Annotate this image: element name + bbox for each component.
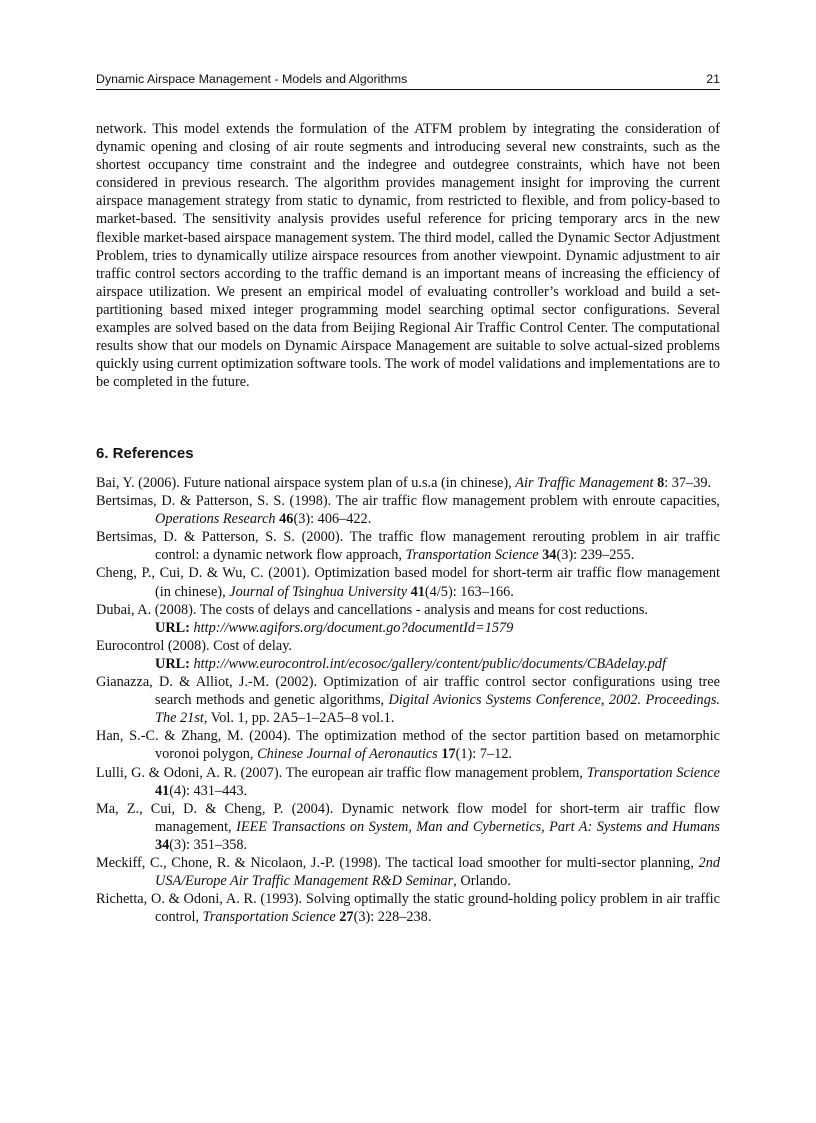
- ref-volume: 34: [542, 547, 557, 564]
- reference-item: [96, 637, 720, 673]
- ref-text: Meckiff, C., Chone, R. & Nicolaon, J.-P. (1998). The tactical load smoother for multi-sector planning,: [96, 854, 699, 871]
- ref-source: Operations Research: [155, 511, 276, 528]
- ref-volume: 34: [155, 836, 170, 853]
- ref-pages: (3): 228–238.: [353, 909, 432, 926]
- ref-volume: 8: [657, 475, 665, 491]
- running-header: [96, 71, 720, 90]
- ref-pages: : 37–39.: [664, 475, 712, 491]
- ref-url-link[interactable]: http://www.eurocontrol.int/ecosoc/gallery/content/public/documents/CBAdelay.pdf: [193, 655, 666, 672]
- ref-source: Transportation Science: [202, 909, 336, 926]
- ref-pages: (4): 431–443.: [169, 782, 248, 799]
- ref-volume: 27: [339, 909, 354, 926]
- url-label: URL:: [155, 655, 190, 672]
- ref-pages: (3): 239–255.: [556, 547, 635, 564]
- ref-source: IEEE Transactions on System, Man and Cybernetics, Part A: Systems and Humans: [236, 818, 720, 835]
- ref-text: Gianazza, D. & Alliot, J.-M. (2002). Optimization of air traffic control sector configurations using tree search methods and genetic algorithms,: [96, 674, 720, 709]
- ref-text: Dubai, A. (2008). The costs of delays and cancellations - analysis and means for cost reductions.: [96, 601, 649, 618]
- ref-pages: (4/5): 163–166.: [424, 583, 514, 600]
- ref-text: Lulli, G. & Odoni, A. R. (2007). The european air traffic flow management problem,: [96, 764, 587, 781]
- reference-item: [96, 727, 720, 763]
- ref-url-link[interactable]: http://www.agifors.org/document.go?documentId=1579: [193, 619, 514, 636]
- reference-item: [96, 854, 720, 890]
- reference-item: [96, 601, 720, 637]
- ref-pages: (1): 7–12.: [455, 746, 513, 763]
- reference-list: [96, 474, 720, 926]
- reference-item: [96, 673, 720, 727]
- ref-text: Ma, Z., Cui, D. & Cheng, P. (2004). Dynamic network flow model for short-term air traffic flow management,: [96, 800, 720, 835]
- ref-text: Han, S.-C. & Zhang, M. (2004). The optimization method of the sector partition based on metamorphic voronoi polygon,: [96, 728, 720, 763]
- ref-url-line: [155, 619, 720, 637]
- ref-text: Richetta, O. & Odoni, A. R. (1993). Solving optimally the static ground-holding policy problem in air traffic control,: [96, 891, 720, 926]
- ref-text: Eurocontrol (2008). Cost of delay.: [96, 637, 293, 654]
- ref-source: Digital Avionics Systems Conference, 2002. Proceedings. The 21st: [155, 692, 720, 727]
- url-label: URL:: [155, 619, 190, 636]
- page-number: 21: [706, 72, 720, 86]
- reference-item: [96, 800, 720, 854]
- ref-source: Journal of Tsinghua University: [229, 583, 408, 600]
- ref-pages: , Vol. 1, pp. 2A5–1–2A5–8 vol.1.: [203, 710, 395, 727]
- ref-source: Chinese Journal of Aeronautics: [257, 746, 438, 763]
- body-paragraph: network. This model extends the formulation of the ATFM problem by integrating the consideration of dynamic opening and closing of air route segments and introducing several new constraints, such as the shortest occupancy time constraint and the indegree and outdegree constraints, which have not been considered in previous research. The algorithm provides management insight for improving the current airspace management strategy from static to dynamic, from restricted to flexible, and from policy-based to market-based. The sensitivity analysis provides useful reference for pricing temporary arcs in the new flexible market-based airspace management system. The third model, called the Dynamic Sector Adjustment Problem, tries to dynamically utilize airspace resources from another viewpoint. Dynamic adjustment to air traffic control sectors according to the traffic demand is an important means of increasing the efficiency of airspace utilization. We present an empirical model of evaluating controller’s workload and build a set-partitioning based mixed integer programming model searching optimal sector configurations. Several examples are solved based on the data from Beijing Regional Air Traffic Control Center. The computational results show that our models on Dynamic Airspace Management are suitable to solve actual-sized problems quickly using current optimization software tools. The work of model validations and implementations are to be completed in the future.: [96, 121, 720, 391]
- ref-url-line: [155, 655, 720, 673]
- ref-source: 2nd USA/Europe Air Traffic Management R&D Seminar: [155, 854, 720, 890]
- reference-item: [96, 764, 720, 800]
- ref-volume: 41: [155, 782, 170, 799]
- ref-text: Bai, Y. (2006). Future national airspace system plan of u.s.a (in chinese),: [96, 475, 516, 491]
- ref-text: Bertsimas, D. & Patterson, S. S. (2000). The traffic flow management rerouting problem in air traffic control: a dynamic network flow approach,: [96, 529, 720, 564]
- ref-pages: (3): 406–422.: [293, 511, 372, 528]
- references-heading: 6. References: [96, 445, 194, 462]
- ref-source: Transportation Science: [586, 764, 720, 781]
- reference-item: [96, 564, 720, 600]
- ref-volume: 46: [279, 511, 294, 528]
- ref-volume: 17: [441, 746, 456, 763]
- reference-item: [96, 474, 720, 492]
- ref-source: Transportation Science: [405, 547, 539, 564]
- ref-text: Bertsimas, D. & Patterson, S. S. (1998). The air traffic flow management problem with enroute capacities,: [96, 493, 720, 510]
- ref-volume: 41: [410, 583, 425, 600]
- reference-item: [96, 528, 720, 564]
- reference-item: [96, 492, 720, 528]
- ref-source: Air Traffic Management: [515, 475, 654, 491]
- header-title: Dynamic Airspace Management - Models and Algorithms: [96, 72, 408, 86]
- ref-pages: (3): 351–358.: [169, 836, 248, 853]
- reference-item: [96, 890, 720, 926]
- ref-text: Cheng, P., Cui, D. & Wu, C. (2001). Optimization based model for short-term air traffic flow management (in chinese),: [96, 565, 720, 600]
- ref-pages: , Orlando.: [453, 873, 511, 890]
